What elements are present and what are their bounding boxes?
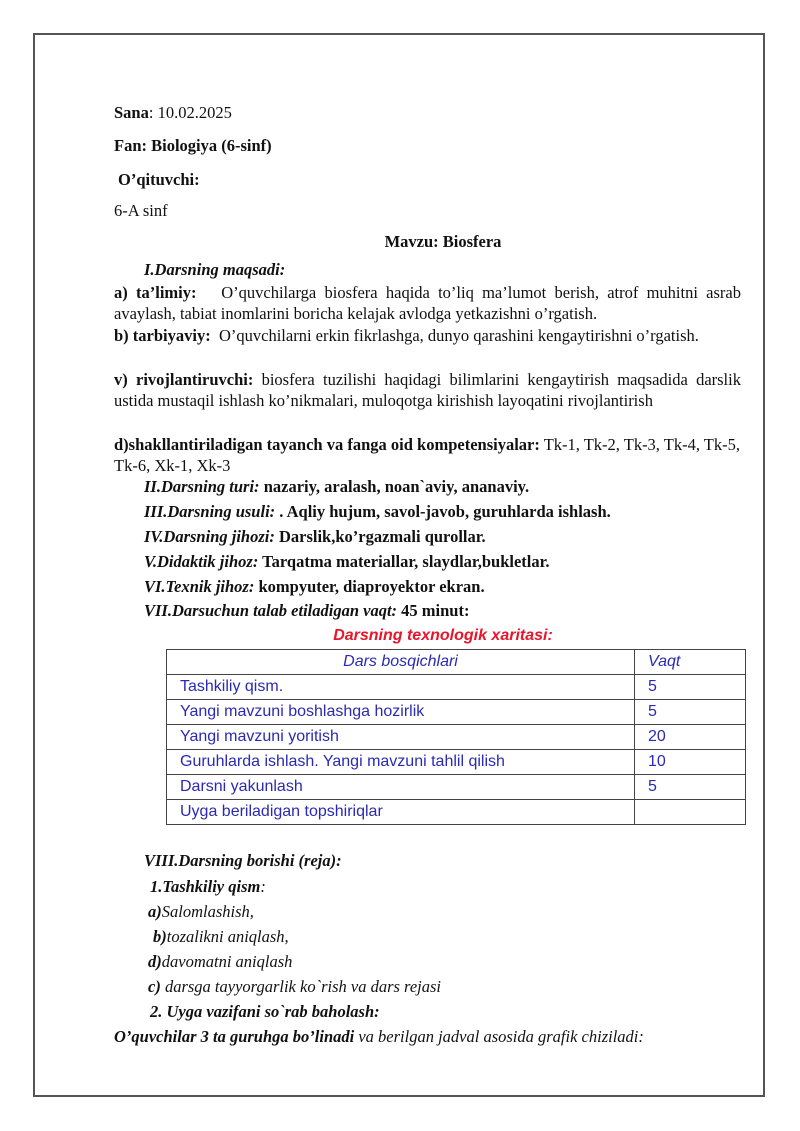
plan-step2: 2. Uyga vazifani so`rab baholash: (150, 1002, 380, 1021)
lesson-didactic (144, 552, 550, 572)
plan-item-c-text: darsga tayyorgarlik ko`rish va dars rejasi (160, 977, 442, 996)
goal-v (114, 369, 741, 411)
plan-item-b (153, 927, 289, 947)
plan-final (114, 1027, 644, 1047)
goal-v-text: biosfera tuzilishi haqidagi bilimlarini kengaytirish maqsadida darslik ustida mustaqil ishlash ko’nikmalari, muloqotga kirishish layoqatini rivojlantirish (114, 370, 741, 410)
goals-heading: I.Darsning maqsadi: (144, 260, 286, 279)
lesson-equipment-label: IV.Darsning jihozi: (144, 527, 275, 546)
plan-item-a-text: Salomlashish, (161, 902, 254, 921)
plan-item-b-label: b) (153, 927, 167, 946)
goal-a-text: O’quvchilarga biosfera haqida to’liq ma’lumot berish, atrof muhitni asrab avaylash, tabiat inomlarini boricha kelajak avlodga yetkazishni o’rgatish. (114, 283, 741, 323)
topic-title: Mavzu: Biosfera (384, 232, 502, 251)
lesson-type-label: II.Darsning turi: (144, 477, 260, 496)
lesson-time-value: 45 minut: (397, 601, 470, 620)
goal-d-label: d)shakllantiriladigan tayanch va fanga oid kompetensiyalar: (114, 435, 540, 454)
goal-b-label: b) tarbiyaviy: (114, 326, 211, 345)
date-label: Sana (114, 103, 149, 122)
plan-item-a-label: a) (148, 902, 162, 921)
time-cell: 5 (635, 675, 746, 700)
stage-cell: Tashkiliy qism. (167, 675, 635, 700)
stage-cell: Uyga beriladigan topshiriqlar (167, 800, 635, 825)
plan-final-bold: O’quvchilar 3 ta guruhga bo’linadi (114, 1027, 355, 1046)
goal-d (114, 434, 741, 476)
time-cell: 5 (635, 775, 746, 800)
plan-item-d (148, 952, 292, 972)
stage-cell: Darsni yakunlash (167, 775, 635, 800)
table-header-row (167, 650, 746, 675)
time-cell (635, 800, 746, 825)
lesson-equipment (144, 527, 486, 547)
table-row (167, 675, 746, 700)
plan-item-c-label: c) (148, 977, 161, 996)
stage-cell: Yangi mavzuni boshlashga hozirlik (167, 700, 635, 725)
lesson-time (144, 601, 469, 621)
stage-cell: Yangi mavzuni yoritish (167, 725, 635, 750)
plan-final-rest: va berilgan jadval asosida grafik chiziladi: (354, 1027, 644, 1046)
date-line (114, 103, 232, 123)
goal-a-label: a) ta’limiy: (114, 283, 197, 302)
lesson-equipment-value: Darslik,ko’rgazmali qurollar. (274, 527, 486, 546)
plan-step1-colon: : (260, 877, 266, 896)
table-row (167, 775, 746, 800)
subject-line: Fan: Biologiya (6-sinf) (114, 136, 272, 155)
lesson-type (144, 477, 529, 497)
lesson-type-value: nazariy, aralash, noan`aviy, ananaviy. (259, 477, 530, 496)
goal-v-label: v) rivojlantiruvchi: (114, 370, 254, 389)
tech-map-title: Darsning texnologik xaritasi: (333, 627, 553, 644)
table-row (167, 750, 746, 775)
lesson-technical (144, 577, 485, 597)
lesson-didactic-value: Tarqatma materiallar, slaydlar,bukletlar. (258, 552, 550, 571)
col-time-header: Vaqt (635, 650, 746, 675)
plan-item-b-text: tozalikni aniqlash, (166, 927, 289, 946)
plan-item-c (148, 977, 441, 997)
lesson-method-value: . Aqliy hujum, savol-javob, guruhlarda ishlash. (275, 502, 611, 521)
plan-item-a (148, 902, 254, 922)
goal-d-text: Tk-1, Tk-2, Tk-3, Tk-4, Tk-5, Tk-6, Xk-1, Xk-3 (114, 435, 740, 475)
goal-a (114, 282, 741, 324)
time-cell: 5 (635, 700, 746, 725)
date-value: : 10.02.2025 (148, 103, 232, 122)
table-row (167, 800, 746, 825)
time-cell: 10 (635, 750, 746, 775)
table-row (167, 700, 746, 725)
lesson-technical-label: VI.Texnik jihoz: (144, 577, 255, 596)
lesson-method-label: III.Darsning usuli: (144, 502, 276, 521)
plan-heading: VIII.Darsning borishi (reja): (144, 851, 342, 870)
lesson-technical-value: kompyuter, diaproyektor ekran. (254, 577, 485, 596)
goal-b (114, 325, 741, 346)
time-cell: 20 (635, 725, 746, 750)
tech-map-table (166, 649, 746, 825)
plan-step1-label: 1.Tashkiliy qism (150, 877, 261, 896)
class-line: 6-A sinf (114, 201, 168, 220)
lesson-didactic-label: V.Didaktik jihoz: (144, 552, 259, 571)
plan-item-d-text: davomatni aniqlash (161, 952, 293, 971)
col-stage-header: Dars bosqichlari (167, 650, 635, 675)
table-row (167, 725, 746, 750)
plan-step1 (150, 877, 266, 897)
lesson-method (144, 502, 611, 522)
stage-cell: Guruhlarda ishlash. Yangi mavzuni tahlil qilish (167, 750, 635, 775)
teacher-line: O’qituvchi: (118, 170, 200, 189)
lesson-time-label: VII.Darsuchun talab etiladigan vaqt: (144, 601, 398, 620)
goal-b-text: O’quvchilarni erkin fikrlashga, dunyo qarashini kengaytirishni o’rgatish. (218, 326, 699, 345)
plan-item-d-label: d) (148, 952, 162, 971)
